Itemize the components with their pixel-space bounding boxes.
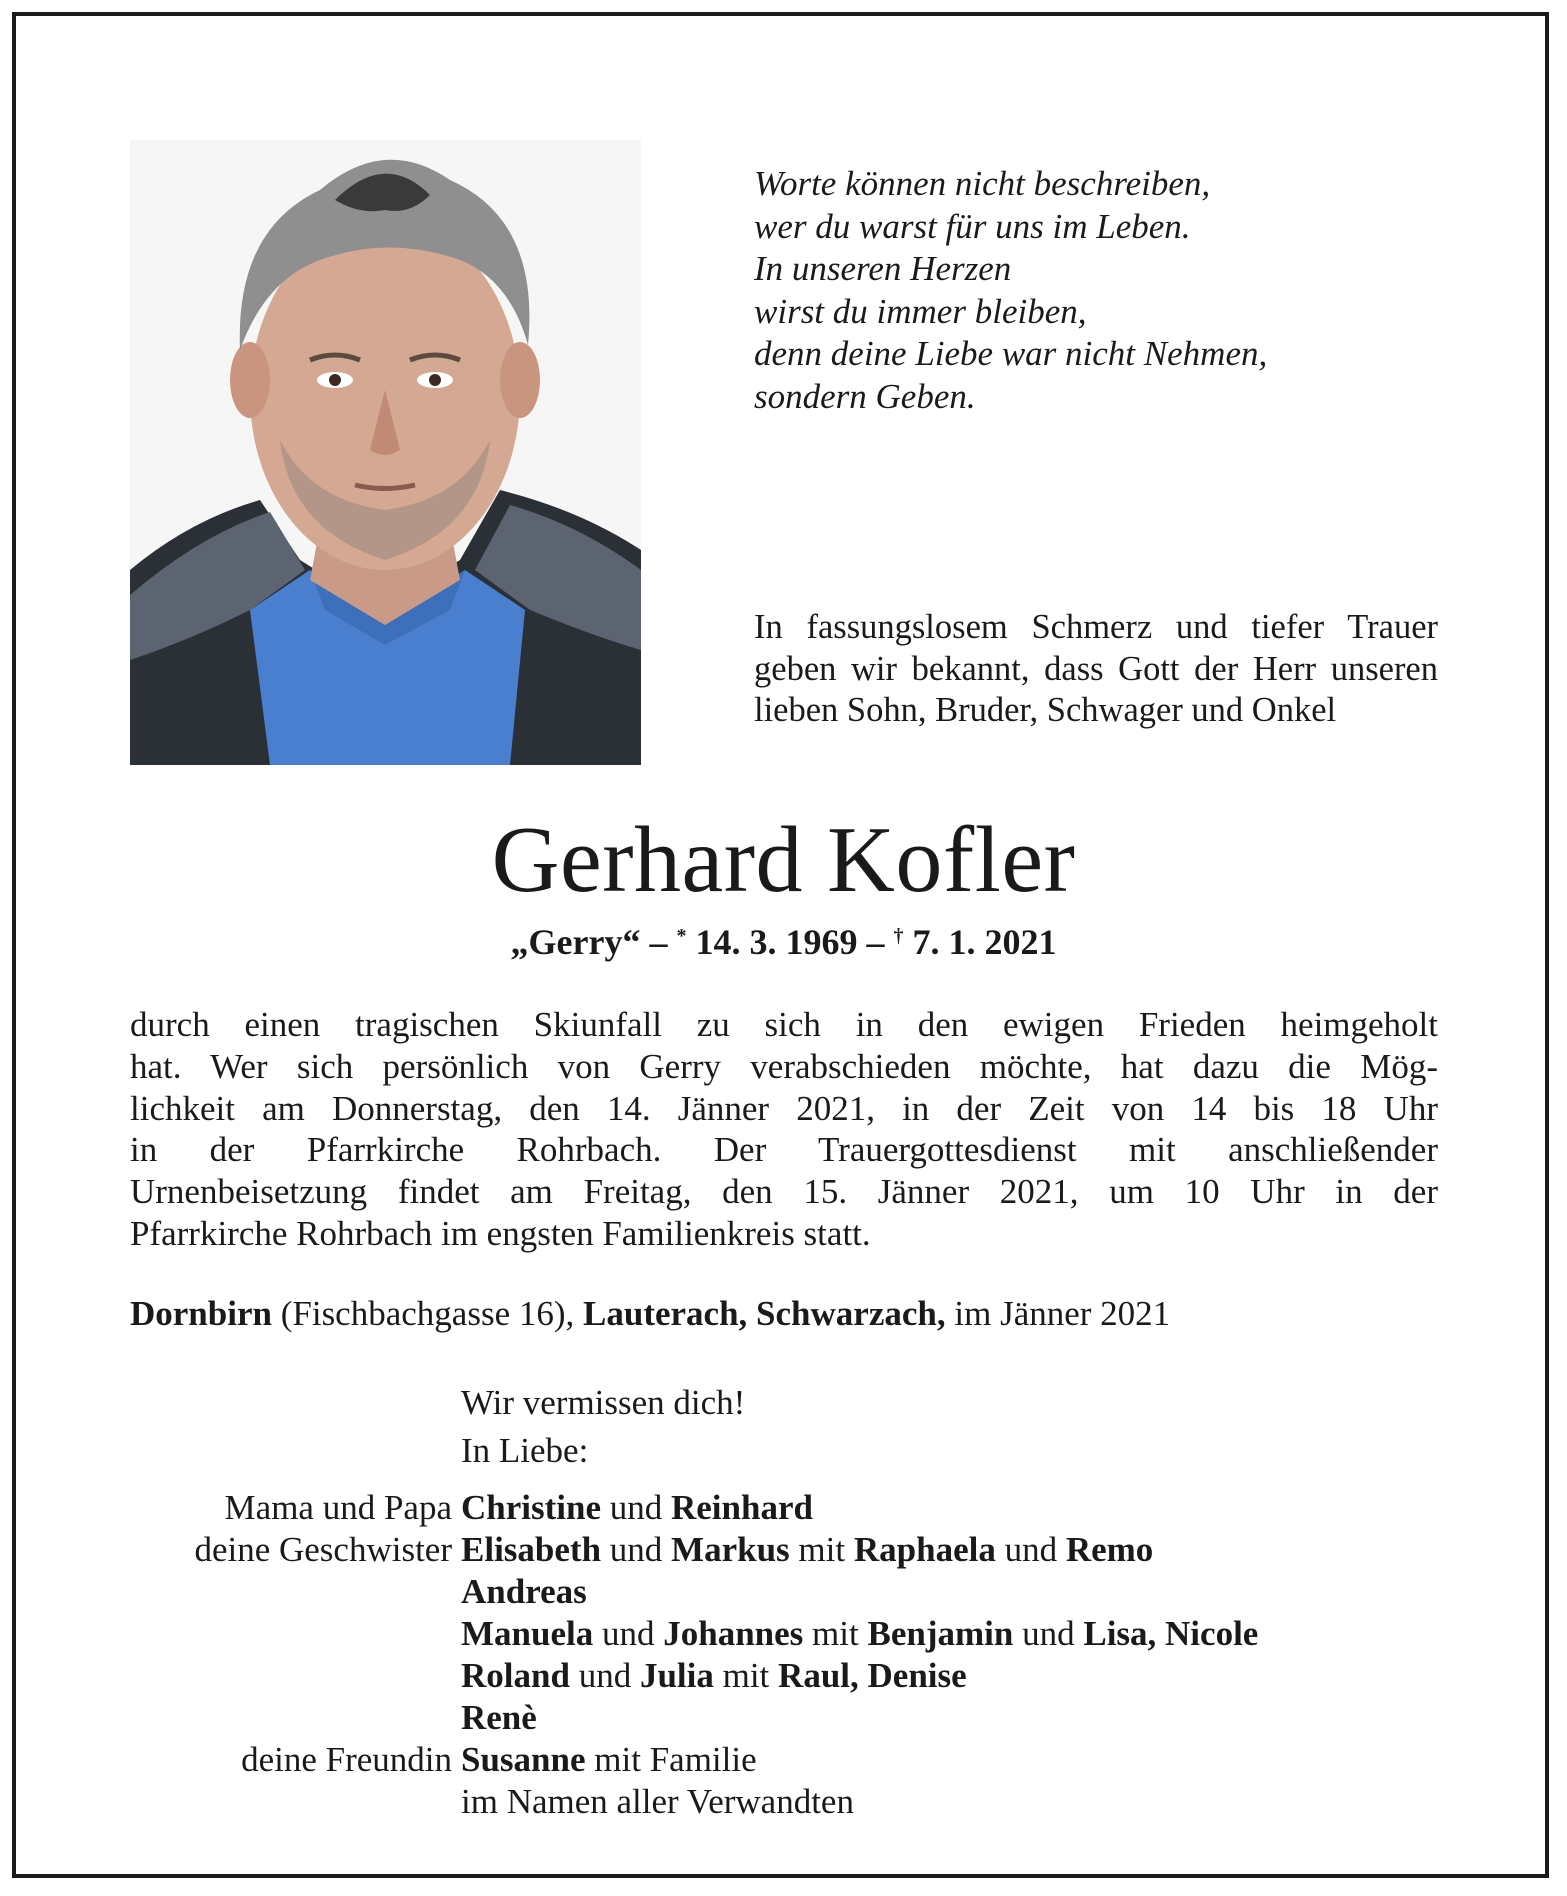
family-line bbox=[461, 1655, 967, 1697]
connector: und bbox=[601, 1488, 671, 1527]
family-name: Susanne bbox=[461, 1740, 586, 1779]
family-line bbox=[461, 1571, 587, 1613]
family-line bbox=[461, 1613, 1258, 1655]
announcement-body bbox=[130, 1004, 1438, 1255]
family-name: Raphaela bbox=[853, 1530, 996, 1569]
family-name: Remo bbox=[1065, 1530, 1154, 1569]
family-line bbox=[461, 1529, 1153, 1571]
poem-line: sondern Geben. bbox=[754, 376, 976, 416]
relation-label: Mama und Papa bbox=[224, 1488, 452, 1527]
connector: und bbox=[601, 1530, 672, 1569]
body-line: Urnenbeisetzung findet am Freitag, den 15. Jänner 2021, um 10 Uhr in der bbox=[130, 1172, 1438, 1212]
poem-line: denn deine Liebe war nicht Nehmen, bbox=[754, 334, 1268, 373]
death-date: 7. 1. 2021 bbox=[903, 922, 1057, 962]
portrait-illustration bbox=[130, 140, 641, 765]
body-line: in der Pfarrkirche Rohrbach. Der Trauergottesdienst mit anschließender bbox=[130, 1130, 1438, 1170]
family-name: Raul, Denise bbox=[778, 1656, 967, 1695]
announcement-intro: In fassungslosem Schmerz und tiefer Trauer geben wir bekannt, dass Gott der Herr unseren lieben Sohn, Bruder, Schwager und Onkel bbox=[754, 608, 1438, 730]
connector: und bbox=[569, 1656, 640, 1695]
connector: und bbox=[1013, 1614, 1084, 1653]
relation-label: deine Freundin bbox=[241, 1740, 452, 1779]
connector: mit Familie bbox=[585, 1740, 757, 1779]
poem-line: Worte können nicht beschreiben, bbox=[754, 164, 1211, 203]
connector: und bbox=[593, 1614, 664, 1653]
town-names: Lauterach, Schwarzach, bbox=[583, 1294, 946, 1333]
birth-date: 14. 3. 1969 bbox=[686, 922, 858, 962]
life-dates bbox=[0, 921, 1567, 963]
family-name: Christine bbox=[461, 1488, 601, 1527]
relation-label: deine Geschwister bbox=[194, 1530, 452, 1569]
family-name: Renè bbox=[461, 1698, 537, 1737]
family-line bbox=[461, 1487, 813, 1529]
body-line: lichkeit am Donnerstag, den 14. Jänner 2021, in der Zeit von 14 bis 18 Uhr bbox=[130, 1088, 1438, 1128]
family-name: Elisabeth bbox=[461, 1530, 602, 1569]
family-name: Johannes bbox=[663, 1614, 804, 1653]
connector: mit bbox=[713, 1656, 779, 1695]
body-line: hat. Wer sich persönlich von Gerry verabschieden möchte, hat dazu die Mög- bbox=[130, 1046, 1438, 1086]
month-year: im Jänner 2021 bbox=[945, 1294, 1171, 1333]
family-name: Roland bbox=[461, 1656, 570, 1695]
death-cross-symbol: † bbox=[893, 925, 904, 947]
family-name: Manuela bbox=[461, 1614, 594, 1653]
body-line: durch einen tragischen Skiunfall zu sich in den ewigen Frieden heimgeholt bbox=[130, 1005, 1438, 1044]
memorial-poem bbox=[754, 163, 1267, 418]
body-line: Pfarrkirche Rohrbach im engsten Familienkreis statt. bbox=[130, 1213, 871, 1253]
birth-star-symbol: * bbox=[676, 925, 687, 947]
place-and-date bbox=[130, 1293, 1170, 1335]
poem-line: wer du warst für uns im Leben. bbox=[754, 206, 1191, 246]
family-name: Lisa, Nicole bbox=[1083, 1614, 1259, 1653]
family-line bbox=[461, 1697, 537, 1739]
address: (Fischbachgasse 16), bbox=[271, 1294, 584, 1333]
portrait-photo bbox=[130, 140, 641, 765]
dash: – bbox=[857, 922, 894, 962]
connector: mit bbox=[789, 1530, 854, 1569]
connector: und bbox=[995, 1530, 1066, 1569]
deceased-name: Gerhard Kofler bbox=[491, 808, 1076, 912]
family-name: Benjamin bbox=[867, 1614, 1014, 1653]
family-name: Reinhard bbox=[671, 1488, 813, 1527]
family-name: Julia bbox=[639, 1656, 714, 1695]
connector: mit bbox=[803, 1614, 868, 1653]
nickname: „Gerry“ bbox=[510, 922, 641, 962]
family-name: Andreas bbox=[461, 1572, 587, 1611]
family-name: Markus bbox=[671, 1530, 790, 1569]
in-love-line: In Liebe: bbox=[461, 1431, 589, 1470]
poem-line: In unseren Herzen bbox=[754, 249, 1012, 288]
dash: – bbox=[640, 922, 677, 962]
town-name: Dornbirn bbox=[130, 1294, 272, 1333]
poem-line: wirst du immer bleiben, bbox=[754, 291, 1087, 331]
family-line bbox=[461, 1739, 757, 1781]
miss-you-line: Wir vermissen dich! bbox=[461, 1383, 746, 1422]
relatives-line: im Namen aller Verwandten bbox=[461, 1782, 854, 1821]
